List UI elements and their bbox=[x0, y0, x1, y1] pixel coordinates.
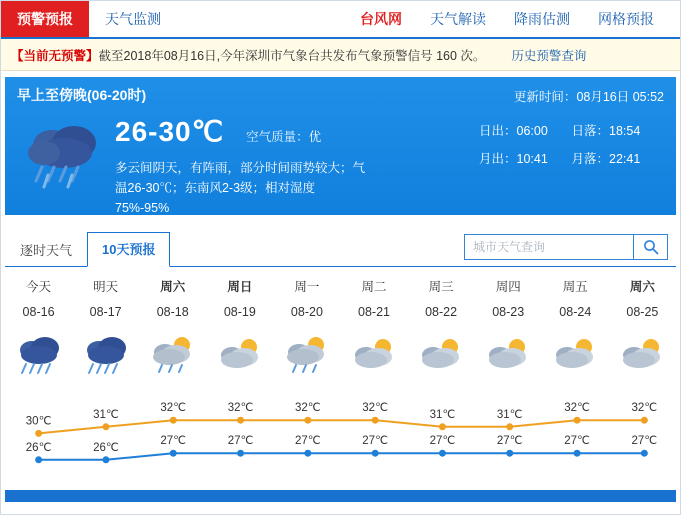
moonset-cell bbox=[572, 149, 665, 167]
temperature-point bbox=[304, 417, 311, 424]
moonrise-value: 10:41 bbox=[516, 152, 548, 166]
current-weather-right bbox=[465, 77, 676, 215]
temperature-point bbox=[574, 417, 581, 424]
temperature-label: 27℃ bbox=[429, 435, 456, 448]
moonrise-cell bbox=[479, 149, 572, 167]
ten-day-forecast bbox=[5, 267, 676, 502]
weather-icon-9 bbox=[609, 331, 676, 383]
day-col-1[interactable] bbox=[72, 277, 139, 319]
temperature-point bbox=[372, 417, 379, 424]
temperature-point bbox=[506, 450, 513, 457]
day-date-8: 08-24 bbox=[559, 305, 592, 319]
day-col-5[interactable] bbox=[340, 277, 407, 319]
alert-history-link[interactable]: 历史预警查询 bbox=[511, 48, 587, 63]
nav-tab-monitor[interactable]: 天气监测 bbox=[105, 11, 161, 27]
temperature-point bbox=[574, 450, 581, 457]
moonset-value: 22:41 bbox=[609, 152, 641, 166]
sunset-value: 18:54 bbox=[609, 124, 641, 138]
sun-moon-grid bbox=[465, 121, 664, 167]
day-name-9: 周六 bbox=[629, 280, 655, 294]
day-date-4: 08-20 bbox=[290, 305, 323, 319]
day-col-8[interactable] bbox=[542, 277, 609, 319]
day-name-6: 周三 bbox=[428, 280, 454, 294]
sunrise-label: 日出： bbox=[479, 124, 517, 138]
temperature-point bbox=[170, 450, 177, 457]
day-date-3: 08-19 bbox=[223, 305, 256, 319]
footer-strip bbox=[5, 490, 676, 502]
day-col-2[interactable] bbox=[139, 277, 206, 319]
top-navigation bbox=[1, 1, 680, 39]
temperature-label: 32℃ bbox=[294, 402, 321, 415]
temperature-label: 27℃ bbox=[160, 435, 187, 448]
air-quality-value: 优 bbox=[308, 130, 322, 144]
nav-link-grid-forecast[interactable]: 网格预报 bbox=[598, 11, 654, 27]
temperature-line-1 bbox=[39, 453, 645, 460]
day-col-6[interactable] bbox=[408, 277, 475, 319]
temperature-point bbox=[372, 450, 379, 457]
sunrise-cell bbox=[479, 121, 572, 139]
update-time-row bbox=[465, 87, 664, 105]
sunrise-value: 06:00 bbox=[516, 124, 548, 138]
day-date-0: 08-16 bbox=[22, 305, 55, 319]
search-input[interactable] bbox=[465, 235, 633, 259]
current-weather-body bbox=[17, 109, 465, 218]
day-date-2: 08-18 bbox=[156, 305, 189, 319]
temperature-line-0 bbox=[39, 420, 645, 433]
temperature-label: 31℃ bbox=[496, 408, 523, 421]
day-header-row bbox=[5, 267, 676, 319]
temperature-label: 32℃ bbox=[362, 402, 389, 415]
day-date-6: 08-22 bbox=[425, 305, 458, 319]
sunset-label: 日落： bbox=[571, 124, 610, 138]
day-name-7: 周四 bbox=[495, 280, 521, 294]
nav-link-rain-estimate[interactable]: 降雨估测 bbox=[514, 11, 570, 27]
temperature-label: 27℃ bbox=[227, 435, 254, 448]
weather-icon-2 bbox=[139, 331, 206, 383]
tab-hourly[interactable]: 逐时天气 bbox=[20, 243, 73, 258]
temperature-point bbox=[304, 450, 311, 457]
temperature-point bbox=[35, 456, 42, 463]
day-name-4: 周一 bbox=[294, 280, 320, 294]
temperature-label: 32℃ bbox=[160, 402, 187, 415]
temperature-point bbox=[641, 417, 648, 424]
day-col-0[interactable] bbox=[5, 277, 72, 319]
day-date-1: 08-17 bbox=[89, 305, 122, 319]
forecast-period-label: 早上至傍晚(06-20时) bbox=[17, 87, 147, 103]
heavy-rain-icon bbox=[17, 115, 113, 218]
temperature-point bbox=[439, 423, 446, 430]
day-col-3[interactable] bbox=[206, 277, 273, 319]
day-col-4[interactable] bbox=[273, 277, 340, 319]
day-col-7[interactable] bbox=[475, 277, 542, 319]
day-date-9: 08-25 bbox=[626, 305, 659, 319]
temperature-point bbox=[237, 450, 244, 457]
weather-icon-0 bbox=[5, 331, 72, 383]
alert-text: 截至2018年08月16日,今年深圳市气象台共发布气象预警信号 160 次。 bbox=[98, 48, 486, 63]
temperature-label: 32℃ bbox=[631, 402, 658, 415]
search-icon[interactable] bbox=[633, 235, 667, 259]
weather-icon-5 bbox=[340, 331, 407, 383]
temperature-point bbox=[439, 450, 446, 457]
nav-link-typhoon[interactable]: 台风网 bbox=[360, 11, 402, 27]
temperature-label: 26℃ bbox=[93, 441, 119, 454]
temperature-point bbox=[641, 450, 648, 457]
alert-bar bbox=[1, 39, 680, 71]
tab-ten-day[interactable]: 10天预报 bbox=[87, 232, 170, 267]
day-col-9[interactable] bbox=[609, 277, 676, 319]
temperature-point bbox=[102, 423, 109, 430]
air-quality-label: 空气质量： bbox=[246, 130, 309, 144]
weather-description: 多云间阴天，有阵雨，部分时间雨势较大；气温26-30℃；东南风2-3级；相对湿度75%-95% bbox=[115, 161, 366, 215]
temperature-point bbox=[35, 430, 42, 437]
temperature-label: 26℃ bbox=[25, 441, 52, 454]
air-quality bbox=[246, 127, 321, 145]
current-weather-left bbox=[5, 77, 465, 215]
temperature-chart-svg bbox=[5, 385, 678, 495]
day-name-1: 明天 bbox=[93, 280, 119, 294]
day-date-7: 08-23 bbox=[492, 305, 525, 319]
current-weather-info bbox=[113, 115, 465, 218]
update-time-value: 08月16日 05:52 bbox=[576, 90, 664, 104]
temperature-label: 27℃ bbox=[362, 435, 389, 448]
temperature-point bbox=[170, 417, 177, 424]
sunset-cell bbox=[572, 121, 665, 139]
current-temperature: 26-30℃ bbox=[115, 116, 225, 147]
temperature-point bbox=[102, 456, 109, 463]
day-name-0: 今天 bbox=[26, 280, 52, 294]
weather-icon-6 bbox=[408, 331, 475, 383]
temperature-label: 27℃ bbox=[564, 435, 590, 448]
temperature-row bbox=[115, 115, 465, 148]
temperature-label: 30℃ bbox=[25, 415, 52, 428]
nav-tabs bbox=[1, 1, 177, 37]
day-name-8: 周五 bbox=[562, 280, 588, 294]
temperature-label: 31℃ bbox=[429, 408, 456, 421]
alert-status-tag: 【当前无预警】 bbox=[11, 48, 99, 63]
weather-icon-4 bbox=[273, 331, 340, 383]
nav-link-interpretation[interactable]: 天气解读 bbox=[430, 11, 486, 27]
day-name-5: 周二 bbox=[361, 280, 387, 294]
day-date-5: 08-21 bbox=[358, 305, 390, 319]
temperature-label: 27℃ bbox=[496, 435, 523, 448]
moonset-label: 月落： bbox=[571, 152, 610, 166]
update-time-label: 更新时间： bbox=[513, 90, 577, 104]
temperature-label: 27℃ bbox=[294, 435, 321, 448]
forecast-tabbar bbox=[5, 225, 676, 267]
moonrise-label: 月出： bbox=[479, 152, 517, 166]
day-name-3: 周日 bbox=[227, 280, 253, 294]
weather-icon-7 bbox=[475, 331, 542, 383]
temperature-label: 32℃ bbox=[564, 402, 590, 415]
weather-icon-3 bbox=[206, 331, 273, 383]
city-search bbox=[464, 234, 668, 260]
weather-icon-8 bbox=[542, 331, 609, 383]
nav-links bbox=[346, 1, 680, 37]
temperature-chart bbox=[5, 385, 676, 495]
current-weather-panel bbox=[5, 77, 676, 215]
nav-tab-forecast[interactable]: 预警预报 bbox=[1, 1, 89, 37]
temperature-label: 31℃ bbox=[93, 408, 119, 421]
temperature-point bbox=[506, 423, 513, 430]
weather-icon-1 bbox=[72, 331, 139, 383]
weather-icon-row bbox=[5, 331, 676, 383]
temperature-label: 32℃ bbox=[227, 402, 254, 415]
temperature-point bbox=[237, 417, 244, 424]
temperature-label: 27℃ bbox=[631, 435, 658, 448]
day-name-2: 周六 bbox=[160, 280, 186, 294]
